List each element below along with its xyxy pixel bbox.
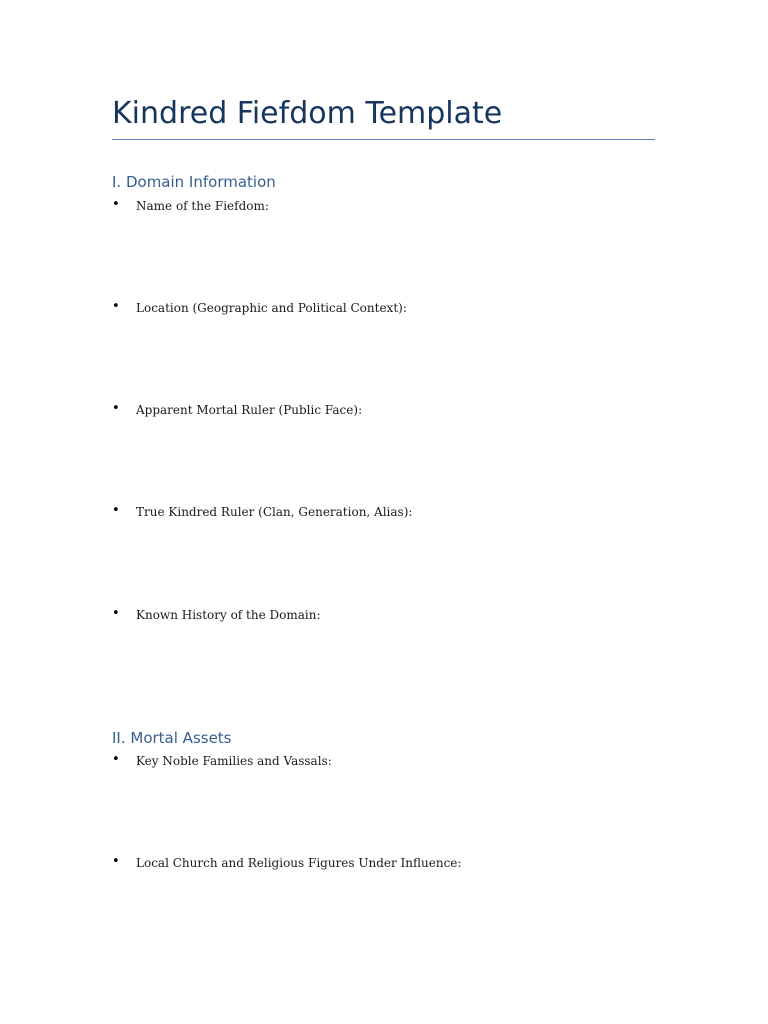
item-label: Known History of the Domain:	[136, 608, 321, 622]
bullet-icon: •	[112, 401, 120, 416]
section-heading-mortal-assets: II. Mortal Assets	[112, 729, 232, 747]
item-label: Local Church and Religious Figures Under Influence:	[136, 856, 462, 870]
bullet-icon: •	[112, 503, 120, 518]
section-heading-domain-information: I. Domain Information	[112, 173, 276, 191]
bullet-icon: •	[112, 197, 120, 212]
bullet-icon: •	[112, 752, 120, 767]
item-label: Apparent Mortal Ruler (Public Face):	[136, 403, 363, 417]
item-label: Location (Geographic and Political Context):	[136, 301, 407, 315]
bullet-icon: •	[112, 606, 120, 621]
item-label: True Kindred Ruler (Clan, Generation, Alias):	[136, 505, 413, 519]
item-label: Name of the Fiefdom:	[136, 199, 269, 213]
bullet-icon: •	[112, 299, 120, 314]
document-title: Kindred Fiefdom Template	[112, 96, 503, 131]
bullet-icon: •	[112, 854, 120, 869]
title-underline-divider	[112, 139, 655, 140]
item-label: Key Noble Families and Vassals:	[136, 754, 332, 768]
